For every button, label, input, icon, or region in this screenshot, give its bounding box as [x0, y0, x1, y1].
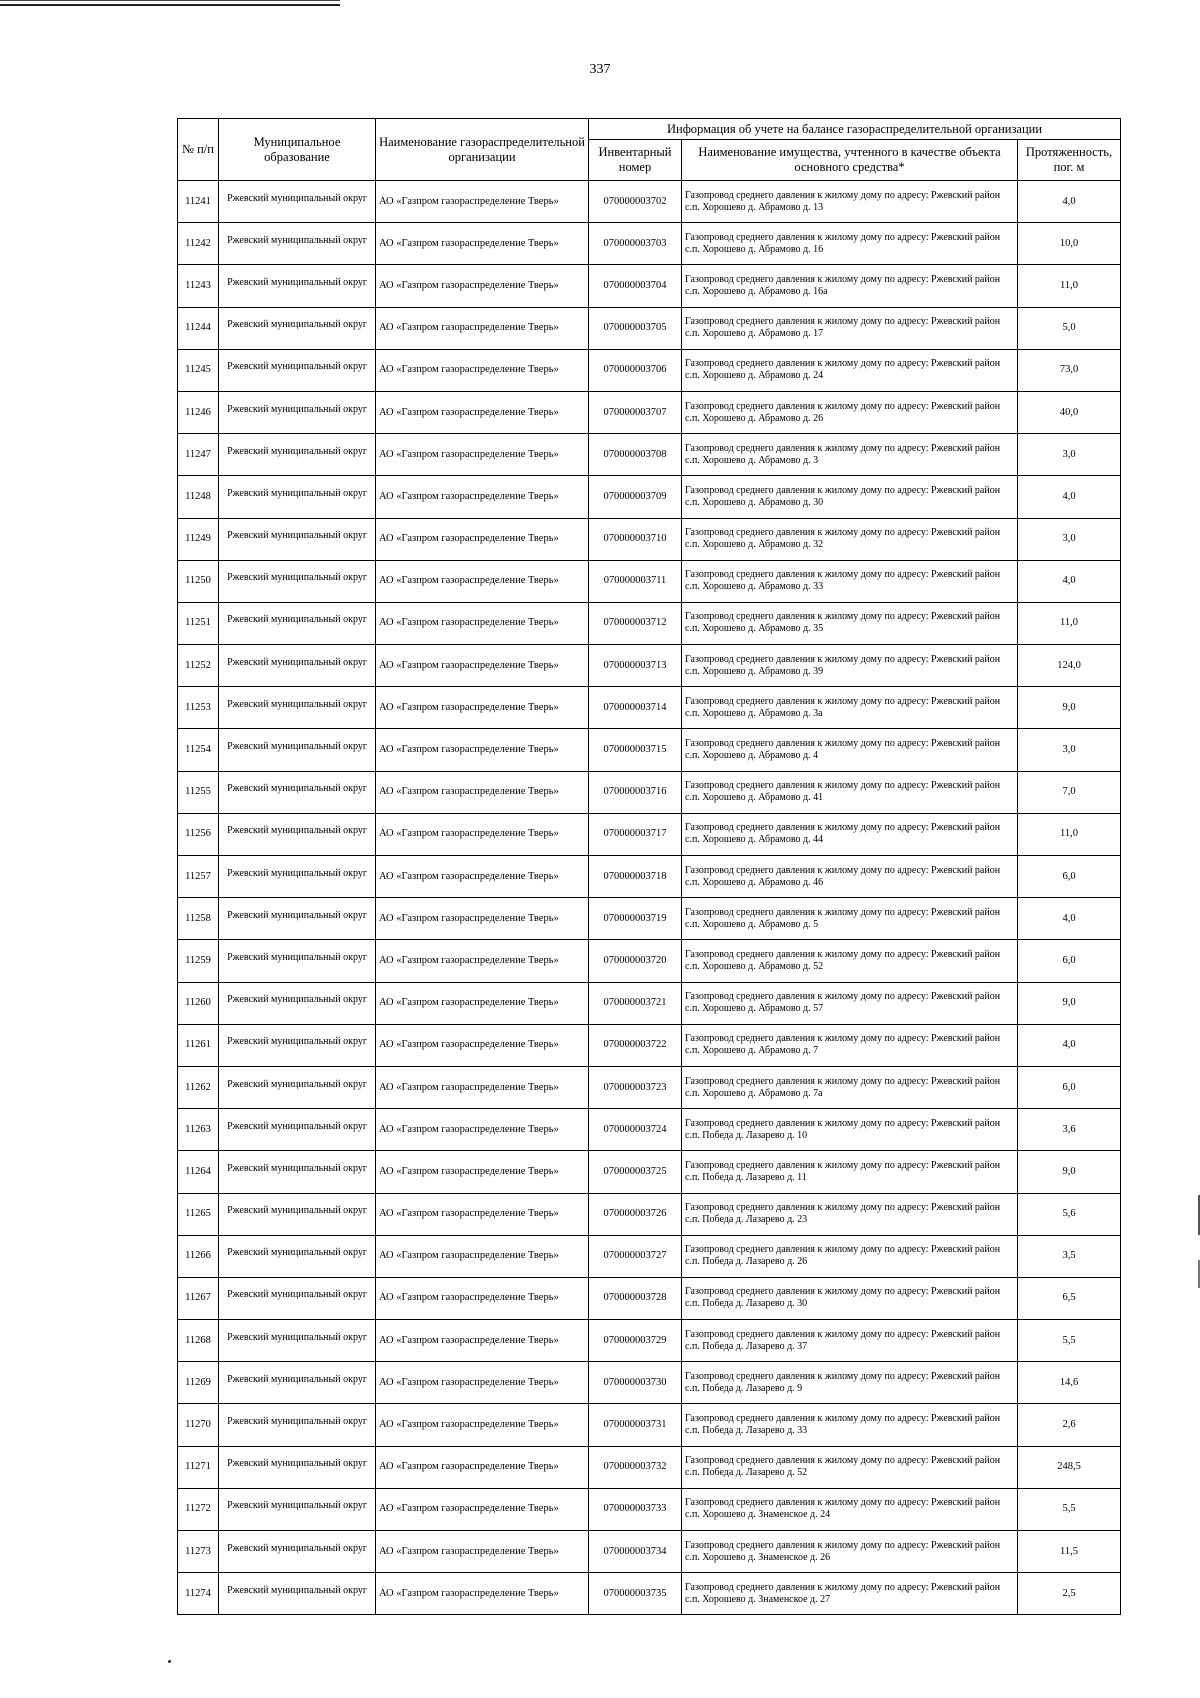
top-rule — [0, 4, 340, 6]
municipality-cell: Ржевский муниципальный округ — [219, 771, 376, 813]
organization-cell: АО «Газпром газораспределение Тверь» — [376, 307, 589, 349]
table-row — [178, 771, 1121, 813]
inventory-number-cell: 070000003702 — [589, 181, 682, 223]
property-name-cell: Газопровод среднего давления к жилому дому по адресу: Ржевский район с.п. Победа д. Лазарево д. 37 — [682, 1320, 1018, 1362]
table-row — [178, 1151, 1121, 1193]
row-number: 11246 — [178, 391, 219, 433]
inventory-number-cell: 070000003705 — [589, 307, 682, 349]
inventory-number-cell: 070000003730 — [589, 1362, 682, 1404]
top-scan-line — [0, 0, 340, 1]
row-number: 11257 — [178, 856, 219, 898]
organization-cell: АО «Газпром газораспределение Тверь» — [376, 1320, 589, 1362]
length-cell: 11,5 — [1018, 1531, 1121, 1573]
row-number: 11265 — [178, 1193, 219, 1235]
property-name-cell: Газопровод среднего давления к жилому дому по адресу: Ржевский район с.п. Хорошево д. Абрамово д. 17 — [682, 307, 1018, 349]
municipality-cell: Ржевский муниципальный округ — [219, 1488, 376, 1530]
row-number: 11256 — [178, 813, 219, 855]
organization-cell: АО «Газпром газораспределение Тверь» — [376, 518, 589, 560]
table-row — [178, 1193, 1121, 1235]
property-name-cell: Газопровод среднего давления к жилому дому по адресу: Ржевский район с.п. Победа д. Лазарево д. 26 — [682, 1235, 1018, 1277]
municipality-cell: Ржевский муниципальный округ — [219, 645, 376, 687]
organization-cell: АО «Газпром газораспределение Тверь» — [376, 1277, 589, 1319]
property-name-cell: Газопровод среднего давления к жилому дому по адресу: Ржевский район с.п. Хорошево д. Абрамово д. 4 — [682, 729, 1018, 771]
table-row — [178, 813, 1121, 855]
header-balance-group: Информация об учете на балансе газораспределительной организации — [589, 119, 1121, 140]
row-number: 11254 — [178, 729, 219, 771]
table-row — [178, 1404, 1121, 1446]
table-row — [178, 645, 1121, 687]
row-number: 11272 — [178, 1488, 219, 1530]
table-row — [178, 1362, 1121, 1404]
row-number: 11244 — [178, 307, 219, 349]
organization-cell: АО «Газпром газораспределение Тверь» — [376, 1362, 589, 1404]
property-name-cell: Газопровод среднего давления к жилому дому по адресу: Ржевский район с.п. Хорошево д. Абрамово д. 32 — [682, 518, 1018, 560]
row-number: 11266 — [178, 1235, 219, 1277]
municipality-cell: Ржевский муниципальный округ — [219, 476, 376, 518]
row-number: 11245 — [178, 349, 219, 391]
table-row — [178, 223, 1121, 265]
table-row — [178, 1277, 1121, 1319]
inventory-number-cell: 070000003720 — [589, 940, 682, 982]
table-header — [178, 119, 1121, 181]
table-row — [178, 982, 1121, 1024]
inventory-number-cell: 070000003724 — [589, 1109, 682, 1151]
length-cell: 4,0 — [1018, 1024, 1121, 1066]
organization-cell: АО «Газпром газораспределение Тверь» — [376, 1235, 589, 1277]
inventory-number-cell: 070000003706 — [589, 349, 682, 391]
municipality-cell: Ржевский муниципальный округ — [219, 729, 376, 771]
table-row — [178, 181, 1121, 223]
row-number: 11270 — [178, 1404, 219, 1446]
table-row — [178, 349, 1121, 391]
length-cell: 9,0 — [1018, 1151, 1121, 1193]
property-name-cell: Газопровод среднего давления к жилому дому по адресу: Ржевский район с.п. Хорошево д. Абрамово д. 46 — [682, 856, 1018, 898]
municipality-cell: Ржевский муниципальный округ — [219, 940, 376, 982]
inventory-number-cell: 070000003731 — [589, 1404, 682, 1446]
row-number: 11252 — [178, 645, 219, 687]
property-name-cell: Газопровод среднего давления к жилому дому по адресу: Ржевский район с.п. Хорошево д. Абрамово д. 16а — [682, 265, 1018, 307]
length-cell: 73,0 — [1018, 349, 1121, 391]
length-cell: 124,0 — [1018, 645, 1121, 687]
organization-cell: АО «Газпром газораспределение Тверь» — [376, 856, 589, 898]
inventory-number-cell: 070000003703 — [589, 223, 682, 265]
length-cell: 3,6 — [1018, 1109, 1121, 1151]
property-name-cell: Газопровод среднего давления к жилому дому по адресу: Ржевский район с.п. Хорошево д. Абрамово д. 3 — [682, 434, 1018, 476]
property-name-cell: Газопровод среднего давления к жилому дому по адресу: Ржевский район с.п. Хорошево д. Знаменское д. 26 — [682, 1531, 1018, 1573]
table-row — [178, 1446, 1121, 1488]
table-row — [178, 1320, 1121, 1362]
municipality-cell: Ржевский муниципальный округ — [219, 1573, 376, 1615]
row-number: 11249 — [178, 518, 219, 560]
inventory-number-cell: 070000003727 — [589, 1235, 682, 1277]
organization-cell: АО «Газпром газораспределение Тверь» — [376, 645, 589, 687]
row-number: 11255 — [178, 771, 219, 813]
table-row — [178, 602, 1121, 644]
row-number: 11251 — [178, 602, 219, 644]
organization-cell: АО «Газпром газораспределение Тверь» — [376, 1531, 589, 1573]
inventory-number-cell: 070000003719 — [589, 898, 682, 940]
inventory-number-cell: 070000003714 — [589, 687, 682, 729]
municipality-cell: Ржевский муниципальный округ — [219, 1531, 376, 1573]
inventory-number-cell: 070000003704 — [589, 265, 682, 307]
row-number: 11264 — [178, 1151, 219, 1193]
table-row — [178, 729, 1121, 771]
inventory-number-cell: 070000003713 — [589, 645, 682, 687]
municipality-cell: Ржевский муниципальный округ — [219, 1024, 376, 1066]
municipality-cell: Ржевский муниципальный округ — [219, 307, 376, 349]
organization-cell: АО «Газпром газораспределение Тверь» — [376, 1151, 589, 1193]
inventory-number-cell: 070000003711 — [589, 560, 682, 602]
table-row — [178, 687, 1121, 729]
length-cell: 2,6 — [1018, 1404, 1121, 1446]
length-cell: 6,0 — [1018, 940, 1121, 982]
inventory-number-cell: 070000003733 — [589, 1488, 682, 1530]
length-cell: 9,0 — [1018, 687, 1121, 729]
page-number: 337 — [589, 62, 611, 77]
length-cell: 3,5 — [1018, 1235, 1121, 1277]
row-number: 11247 — [178, 434, 219, 476]
length-cell: 6,0 — [1018, 856, 1121, 898]
municipality-cell: Ржевский муниципальный округ — [219, 856, 376, 898]
property-name-cell: Газопровод среднего давления к жилому дому по адресу: Ржевский район с.п. Хорошево д. Абрамово д. 13 — [682, 181, 1018, 223]
length-cell: 3,0 — [1018, 518, 1121, 560]
row-number: 11242 — [178, 223, 219, 265]
header-length: Протяженность, пог. м — [1018, 140, 1121, 181]
table-row — [178, 1488, 1121, 1530]
length-cell: 6,5 — [1018, 1277, 1121, 1319]
municipality-cell: Ржевский муниципальный округ — [219, 1151, 376, 1193]
row-number: 11250 — [178, 560, 219, 602]
municipality-cell: Ржевский муниципальный округ — [219, 349, 376, 391]
table-row — [178, 1066, 1121, 1108]
inventory-number-cell: 070000003721 — [589, 982, 682, 1024]
inventory-number-cell: 070000003709 — [589, 476, 682, 518]
row-number: 11241 — [178, 181, 219, 223]
property-name-cell: Газопровод среднего давления к жилому дому по адресу: Ржевский район с.п. Хорошево д. Абрамово д. 52 — [682, 940, 1018, 982]
property-name-cell: Газопровод среднего давления к жилому дому по адресу: Ржевский район с.п. Хорошево д. Абрамово д. 7а — [682, 1066, 1018, 1108]
row-number: 11267 — [178, 1277, 219, 1319]
organization-cell: АО «Газпром газораспределение Тверь» — [376, 391, 589, 433]
property-name-cell: Газопровод среднего давления к жилому дому по адресу: Ржевский район с.п. Хорошево д. Абрамово д. 39 — [682, 645, 1018, 687]
property-name-cell: Газопровод среднего давления к жилому дому по адресу: Ржевский район с.п. Хорошево д. Абрамово д. 44 — [682, 813, 1018, 855]
municipality-cell: Ржевский муниципальный округ — [219, 1320, 376, 1362]
inventory-number-cell: 070000003723 — [589, 1066, 682, 1108]
property-name-cell: Газопровод среднего давления к жилому дому по адресу: Ржевский район с.п. Хорошево д. Абрамово д. 3а — [682, 687, 1018, 729]
property-name-cell: Газопровод среднего давления к жилому дому по адресу: Ржевский район с.п. Хорошево д. Абрамово д. 57 — [682, 982, 1018, 1024]
row-number: 11262 — [178, 1066, 219, 1108]
municipality-cell: Ржевский муниципальный округ — [219, 813, 376, 855]
property-name-cell: Газопровод среднего давления к жилому дому по адресу: Ржевский район с.п. Хорошево д. Абрамово д. 41 — [682, 771, 1018, 813]
property-name-cell: Газопровод среднего давления к жилому дому по адресу: Ржевский район с.п. Хорошево д. Абрамово д. 16 — [682, 223, 1018, 265]
municipality-cell: Ржевский муниципальный округ — [219, 687, 376, 729]
row-number: 11248 — [178, 476, 219, 518]
organization-cell: АО «Газпром газораспределение Тверь» — [376, 813, 589, 855]
row-number: 11273 — [178, 1531, 219, 1573]
table-row — [178, 560, 1121, 602]
property-name-cell: Газопровод среднего давления к жилому дому по адресу: Ржевский район с.п. Победа д. Лазарево д. 52 — [682, 1446, 1018, 1488]
municipality-cell: Ржевский муниципальный округ — [219, 1066, 376, 1108]
organization-cell: АО «Газпром газораспределение Тверь» — [376, 1066, 589, 1108]
length-cell: 5,6 — [1018, 1193, 1121, 1235]
table-row — [178, 265, 1121, 307]
organization-cell: АО «Газпром газораспределение Тверь» — [376, 1488, 589, 1530]
header-num: № п/п — [178, 119, 219, 181]
organization-cell: АО «Газпром газораспределение Тверь» — [376, 602, 589, 644]
inventory-number-cell: 070000003717 — [589, 813, 682, 855]
municipality-cell: Ржевский муниципальный округ — [219, 265, 376, 307]
length-cell: 10,0 — [1018, 223, 1121, 265]
length-cell: 6,0 — [1018, 1066, 1121, 1108]
length-cell: 7,0 — [1018, 771, 1121, 813]
property-name-cell: Газопровод среднего давления к жилому дому по адресу: Ржевский район с.п. Хорошево д. Абрамово д. 35 — [682, 602, 1018, 644]
organization-cell: АО «Газпром газораспределение Тверь» — [376, 1404, 589, 1446]
organization-cell: АО «Газпром газораспределение Тверь» — [376, 940, 589, 982]
table-row — [178, 307, 1121, 349]
table-row — [178, 1531, 1121, 1573]
length-cell: 4,0 — [1018, 476, 1121, 518]
organization-cell: АО «Газпром газораспределение Тверь» — [376, 476, 589, 518]
length-cell: 11,0 — [1018, 265, 1121, 307]
table-row — [178, 434, 1121, 476]
municipality-cell: Ржевский муниципальный округ — [219, 1235, 376, 1277]
row-number: 11253 — [178, 687, 219, 729]
municipality-cell: Ржевский муниципальный округ — [219, 898, 376, 940]
length-cell: 4,0 — [1018, 898, 1121, 940]
row-number: 11258 — [178, 898, 219, 940]
organization-cell: АО «Газпром газораспределение Тверь» — [376, 560, 589, 602]
length-cell: 9,0 — [1018, 982, 1121, 1024]
municipality-cell: Ржевский муниципальный округ — [219, 181, 376, 223]
length-cell: 40,0 — [1018, 391, 1121, 433]
property-name-cell: Газопровод среднего давления к жилому дому по адресу: Ржевский район с.п. Хорошево д. Абрамово д. 7 — [682, 1024, 1018, 1066]
length-cell: 248,5 — [1018, 1446, 1121, 1488]
organization-cell: АО «Газпром газораспределение Тверь» — [376, 1109, 589, 1151]
municipality-cell: Ржевский муниципальный округ — [219, 1193, 376, 1235]
table-body — [178, 181, 1121, 1615]
property-name-cell: Газопровод среднего давления к жилому дому по адресу: Ржевский район с.п. Хорошево д. Знаменское д. 24 — [682, 1488, 1018, 1530]
inventory-number-cell: 070000003716 — [589, 771, 682, 813]
inventory-number-cell: 070000003722 — [589, 1024, 682, 1066]
organization-cell: АО «Газпром газораспределение Тверь» — [376, 181, 589, 223]
organization-cell: АО «Газпром газораспределение Тверь» — [376, 687, 589, 729]
inventory-number-cell: 070000003726 — [589, 1193, 682, 1235]
row-number: 11269 — [178, 1362, 219, 1404]
organization-cell: АО «Газпром газораспределение Тверь» — [376, 1446, 589, 1488]
property-name-cell: Газопровод среднего давления к жилому дому по адресу: Ржевский район с.п. Хорошево д. Абрамово д. 5 — [682, 898, 1018, 940]
length-cell: 5,5 — [1018, 1488, 1121, 1530]
inventory-number-cell: 070000003707 — [589, 391, 682, 433]
property-name-cell: Газопровод среднего давления к жилому дому по адресу: Ржевский район с.п. Победа д. Лазарево д. 30 — [682, 1277, 1018, 1319]
organization-cell: АО «Газпром газораспределение Тверь» — [376, 771, 589, 813]
length-cell: 11,0 — [1018, 813, 1121, 855]
property-name-cell: Газопровод среднего давления к жилому дому по адресу: Ржевский район с.п. Победа д. Лазарево д. 11 — [682, 1151, 1018, 1193]
scan-speck — [168, 1660, 171, 1663]
table-row — [178, 518, 1121, 560]
municipality-cell: Ржевский муниципальный округ — [219, 602, 376, 644]
municipality-cell: Ржевский муниципальный округ — [219, 391, 376, 433]
property-name-cell: Газопровод среднего давления к жилому дому по адресу: Ржевский район с.п. Победа д. Лазарево д. 23 — [682, 1193, 1018, 1235]
property-name-cell: Газопровод среднего давления к жилому дому по адресу: Ржевский район с.п. Хорошево д. Абрамово д. 30 — [682, 476, 1018, 518]
length-cell: 11,0 — [1018, 602, 1121, 644]
table-row — [178, 898, 1121, 940]
table-row — [178, 1109, 1121, 1151]
organization-cell: АО «Газпром газораспределение Тверь» — [376, 1193, 589, 1235]
property-name-cell: Газопровод среднего давления к жилому дому по адресу: Ржевский район с.п. Победа д. Лазарево д. 9 — [682, 1362, 1018, 1404]
length-cell: 5,0 — [1018, 307, 1121, 349]
table-row — [178, 476, 1121, 518]
row-number: 11274 — [178, 1573, 219, 1615]
organization-cell: АО «Газпром газораспределение Тверь» — [376, 265, 589, 307]
inventory-number-cell: 070000003708 — [589, 434, 682, 476]
row-number: 11261 — [178, 1024, 219, 1066]
property-name-cell: Газопровод среднего давления к жилому дому по адресу: Ржевский район с.п. Хорошево д. Абрамово д. 24 — [682, 349, 1018, 391]
header-organization: Наименование газораспределительной организации — [376, 119, 589, 181]
municipality-cell: Ржевский муниципальный округ — [219, 982, 376, 1024]
header-property: Наименование имущества, учтенного в качестве объекта основного средства* — [682, 140, 1018, 181]
length-cell: 14,6 — [1018, 1362, 1121, 1404]
header-municipality: Муниципальное образование — [219, 119, 376, 181]
inventory-number-cell: 070000003710 — [589, 518, 682, 560]
organization-cell: АО «Газпром газораспределение Тверь» — [376, 729, 589, 771]
inventory-number-cell: 070000003718 — [589, 856, 682, 898]
property-name-cell: Газопровод среднего давления к жилому дому по адресу: Ржевский район с.п. Хорошево д. Знаменское д. 27 — [682, 1573, 1018, 1615]
inventory-number-cell: 070000003712 — [589, 602, 682, 644]
inventory-number-cell: 070000003732 — [589, 1446, 682, 1488]
row-number: 11260 — [178, 982, 219, 1024]
header-inventory: Инвентарный номер — [589, 140, 682, 181]
municipality-cell: Ржевский муниципальный округ — [219, 1446, 376, 1488]
row-number: 11271 — [178, 1446, 219, 1488]
municipality-cell: Ржевский муниципальный округ — [219, 1109, 376, 1151]
municipality-cell: Ржевский муниципальный округ — [219, 1277, 376, 1319]
inventory-number-cell: 070000003735 — [589, 1573, 682, 1615]
property-name-cell: Газопровод среднего давления к жилому дому по адресу: Ржевский район с.п. Хорошево д. Абрамово д. 33 — [682, 560, 1018, 602]
length-cell: 3,0 — [1018, 434, 1121, 476]
table-row — [178, 391, 1121, 433]
row-number: 11243 — [178, 265, 219, 307]
municipality-cell: Ржевский муниципальный округ — [219, 434, 376, 476]
organization-cell: АО «Газпром газораспределение Тверь» — [376, 1573, 589, 1615]
inventory-number-cell: 070000003728 — [589, 1277, 682, 1319]
organization-cell: АО «Газпром газораспределение Тверь» — [376, 349, 589, 391]
row-number: 11263 — [178, 1109, 219, 1151]
length-cell: 2,5 — [1018, 1573, 1121, 1615]
property-table — [177, 118, 1121, 1615]
row-number: 11268 — [178, 1320, 219, 1362]
inventory-number-cell: 070000003725 — [589, 1151, 682, 1193]
municipality-cell: Ржевский муниципальный округ — [219, 518, 376, 560]
inventory-number-cell: 070000003729 — [589, 1320, 682, 1362]
table-row — [178, 940, 1121, 982]
municipality-cell: Ржевский муниципальный округ — [219, 223, 376, 265]
length-cell: 4,0 — [1018, 560, 1121, 602]
row-number: 11259 — [178, 940, 219, 982]
inventory-number-cell: 070000003734 — [589, 1531, 682, 1573]
organization-cell: АО «Газпром газораспределение Тверь» — [376, 898, 589, 940]
municipality-cell: Ржевский муниципальный округ — [219, 1404, 376, 1446]
length-cell: 3,0 — [1018, 729, 1121, 771]
property-name-cell: Газопровод среднего давления к жилому дому по адресу: Ржевский район с.п. Хорошево д. Абрамово д. 26 — [682, 391, 1018, 433]
length-cell: 5,5 — [1018, 1320, 1121, 1362]
table-row — [178, 1024, 1121, 1066]
organization-cell: АО «Газпром газораспределение Тверь» — [376, 1024, 589, 1066]
table-row — [178, 856, 1121, 898]
organization-cell: АО «Газпром газораспределение Тверь» — [376, 982, 589, 1024]
property-name-cell: Газопровод среднего давления к жилому дому по адресу: Ржевский район с.п. Победа д. Лазарево д. 33 — [682, 1404, 1018, 1446]
inventory-number-cell: 070000003715 — [589, 729, 682, 771]
organization-cell: АО «Газпром газораспределение Тверь» — [376, 223, 589, 265]
property-name-cell: Газопровод среднего давления к жилому дому по адресу: Ржевский район с.п. Победа д. Лазарево д. 10 — [682, 1109, 1018, 1151]
organization-cell: АО «Газпром газораспределение Тверь» — [376, 434, 589, 476]
table-row — [178, 1573, 1121, 1615]
length-cell: 4,0 — [1018, 181, 1121, 223]
municipality-cell: Ржевский муниципальный округ — [219, 560, 376, 602]
municipality-cell: Ржевский муниципальный округ — [219, 1362, 376, 1404]
table-row — [178, 1235, 1121, 1277]
